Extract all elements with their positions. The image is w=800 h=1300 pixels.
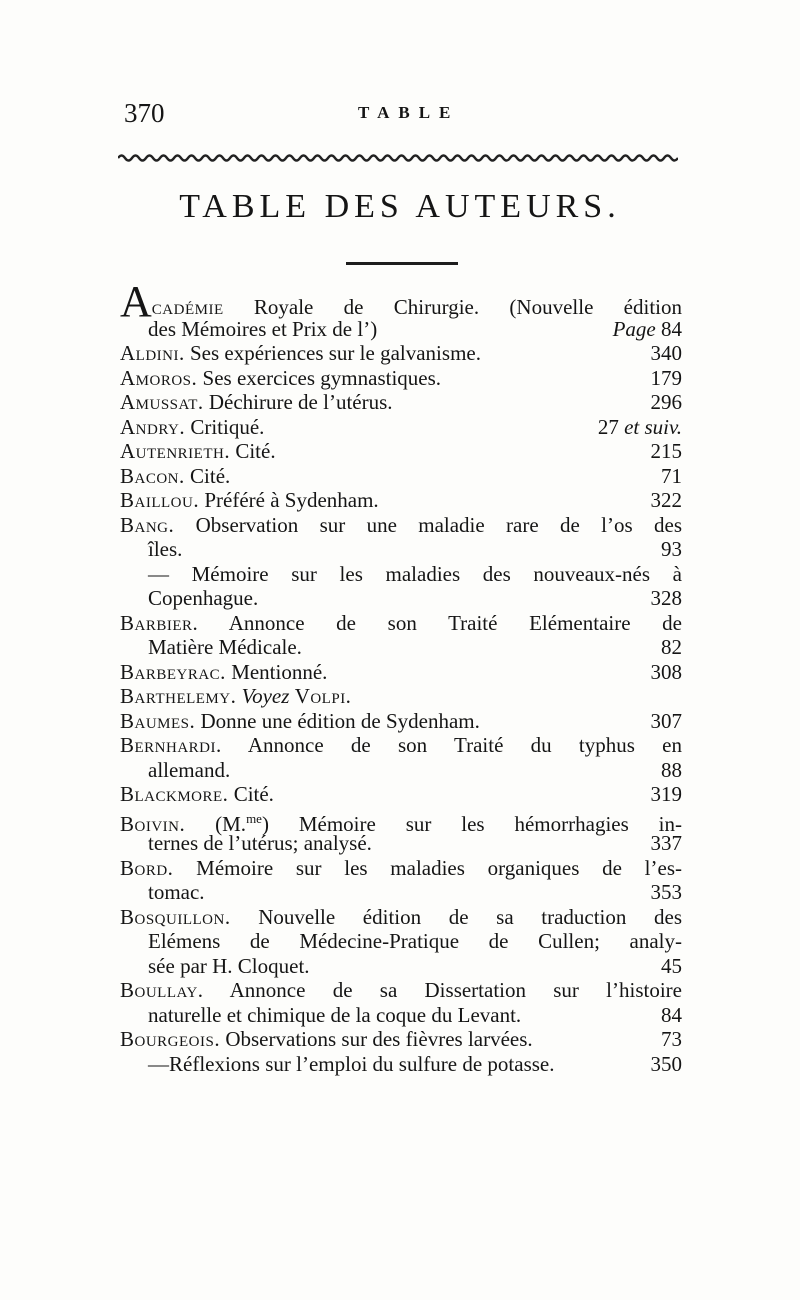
page-ref: 71 — [661, 463, 682, 488]
page-ref: 215 — [650, 439, 682, 463]
entry-text: Cité. — [230, 439, 276, 463]
entry-text: — Mémoire sur les maladies des nouveaux-nés à — [148, 561, 682, 586]
entry-text: Matière Médicale. — [148, 635, 302, 659]
entry-name: Amussat. — [120, 390, 204, 414]
entry-text: naturelle et chimique de la coque du Levant. — [148, 1002, 522, 1027]
page-ref: 319 — [650, 782, 682, 806]
entry-continuation — [120, 586, 682, 611]
entry-name: Barbeyrac. — [120, 659, 226, 684]
page-ref: 307 — [650, 708, 682, 733]
page-ref: 340 — [650, 341, 682, 365]
entry-name: Barbier. — [120, 610, 199, 635]
entry-text: allemand. — [148, 757, 231, 782]
entry-continuation — [120, 880, 682, 905]
entry-text: —Réflexions sur l’emploi du sulfure de potasse. — [148, 1051, 555, 1076]
entry-text: Observations sur des fièvres larvées. — [220, 1027, 533, 1051]
entry-name: Bernhardi. — [120, 733, 222, 757]
page-ref: 45 — [661, 953, 682, 978]
entry-text: îles. — [148, 537, 183, 561]
index-entry — [120, 611, 682, 636]
index-entry — [120, 1052, 682, 1077]
index-entry — [120, 277, 682, 326]
entry-text: Donne une édition de Sydenham. — [195, 708, 480, 733]
entry-name: Blackmore. — [120, 782, 229, 806]
index-entry — [120, 464, 682, 489]
entry-name: cadémie — [151, 295, 224, 319]
entry-text: Mentionné. — [225, 659, 328, 684]
entry-name: Barthelemy. — [120, 684, 237, 708]
page-ref: 179 — [650, 365, 682, 390]
entry-text: tomac. — [148, 880, 205, 904]
drop-cap: A — [120, 277, 152, 326]
page-ref: 27 — [597, 414, 619, 439]
cross-reference: Volpi. — [294, 684, 352, 708]
index-entry — [120, 366, 682, 391]
entry-continuation — [120, 317, 682, 342]
index-entry — [120, 341, 682, 366]
entry-name: Bosquillon. — [120, 904, 231, 929]
entry-text: Ses exercices gymnastiques. — [197, 365, 442, 390]
entry-text: sée par H. Cloquet. — [148, 953, 310, 978]
page-ref: 296 — [650, 390, 682, 414]
entry-name: Autenrieth. — [120, 439, 231, 463]
entry-text: des Mémoires et Prix de l’) — [148, 316, 378, 341]
index-entry — [120, 439, 682, 464]
entry-text: Royale de Chirurgie. (Nouvelle édition — [223, 295, 682, 319]
entry-text: Elémens de Médecine-Pratique de Cullen; analy- — [148, 929, 682, 953]
index-entry — [120, 782, 682, 807]
entry-text: Annonce de son Traité du typhus en — [221, 733, 682, 757]
page-ref: 93 — [661, 537, 682, 561]
entry-name: Boivin. — [120, 811, 186, 836]
entry-continuation — [120, 831, 682, 856]
entry-name: Baillou. — [120, 488, 200, 512]
entry-text: ternes de l’utérus; analysé. — [148, 831, 372, 855]
page-ref: 88 — [661, 757, 682, 782]
page-ref: 84 — [661, 1002, 682, 1027]
entry-name: Amoros. — [120, 365, 198, 390]
page-ref: 308 — [650, 659, 682, 684]
page-ref: 353 — [650, 880, 682, 904]
page-title: TABLE DES AUTEURS. — [179, 188, 621, 225]
index-entry — [120, 660, 682, 685]
entry-text: Annonce de son Traité Elémentaire de — [198, 610, 682, 635]
index-entries — [120, 277, 682, 1076]
index-entry — [120, 488, 682, 513]
index-entry — [120, 684, 682, 709]
entry-text: Critiqué. — [185, 414, 265, 439]
index-entry — [120, 1027, 682, 1052]
entry-name: Bacon. — [120, 463, 185, 488]
page-ref: 322 — [650, 488, 682, 512]
index-entry — [120, 905, 682, 930]
title-superscript: me — [246, 810, 262, 826]
index-entry — [120, 856, 682, 881]
entry-text: Mémoire sur les maladies organiques de l’es- — [173, 855, 682, 880]
wavy-rule-ornament — [118, 152, 678, 164]
entry-continuation — [120, 929, 682, 954]
entry-name: Bord. — [120, 855, 174, 880]
index-entry — [120, 562, 682, 587]
page-number: 370 — [124, 98, 165, 128]
page-label: Page — [612, 316, 656, 341]
entry-name: Bang. — [120, 512, 175, 537]
entry-text: Annonce de sa Dissertation sur l’histoire — [203, 978, 682, 1002]
page-suffix: et suiv. — [624, 414, 682, 439]
entry-text: Préféré à Sydenham. — [199, 488, 379, 512]
entry-text: Nouvelle édition de sa traduction des — [230, 904, 682, 929]
running-head: TABLE — [358, 103, 460, 122]
page-ref: 82 — [661, 635, 682, 659]
title-rule — [346, 262, 458, 265]
entry-title: (M. — [215, 811, 247, 836]
entry-text: ) Mémoire sur les hémorrhagies in- — [261, 811, 682, 836]
page-ref: 337 — [650, 831, 682, 855]
entry-continuation — [120, 1003, 682, 1028]
entry-name: Boullay. — [120, 978, 204, 1002]
page-ref: 350 — [650, 1051, 682, 1076]
entry-text: Copenhague. — [148, 586, 259, 610]
entry-continuation — [120, 537, 682, 562]
index-entry — [120, 709, 682, 734]
entry-name: Bourgeois. — [120, 1027, 221, 1051]
index-entry — [120, 390, 682, 415]
entry-text: Cité. — [228, 782, 274, 806]
entry-continuation — [120, 954, 682, 979]
index-entry — [120, 513, 682, 538]
index-entry — [120, 733, 682, 758]
entry-text: Déchirure de l’utérus. — [203, 390, 393, 414]
entry-text: Observation sur une maladie rare de l’os des — [174, 512, 682, 537]
index-entry — [120, 807, 682, 836]
entry-name: Aldini. — [120, 341, 185, 365]
entry-text: Ses expériences sur le galvanisme. — [184, 341, 481, 365]
page-ref: 84 — [661, 316, 682, 341]
page-ref: 73 — [661, 1027, 682, 1051]
entry-text: Cité. — [184, 463, 231, 488]
page-ref: 328 — [650, 586, 682, 610]
index-entry — [120, 415, 682, 440]
see-label: Voyez — [241, 684, 290, 708]
entry-continuation — [120, 758, 682, 783]
entry-name: Baumes. — [120, 708, 196, 733]
index-entry — [120, 978, 682, 1003]
entry-name: Andry. — [120, 414, 186, 439]
entry-continuation — [120, 635, 682, 660]
